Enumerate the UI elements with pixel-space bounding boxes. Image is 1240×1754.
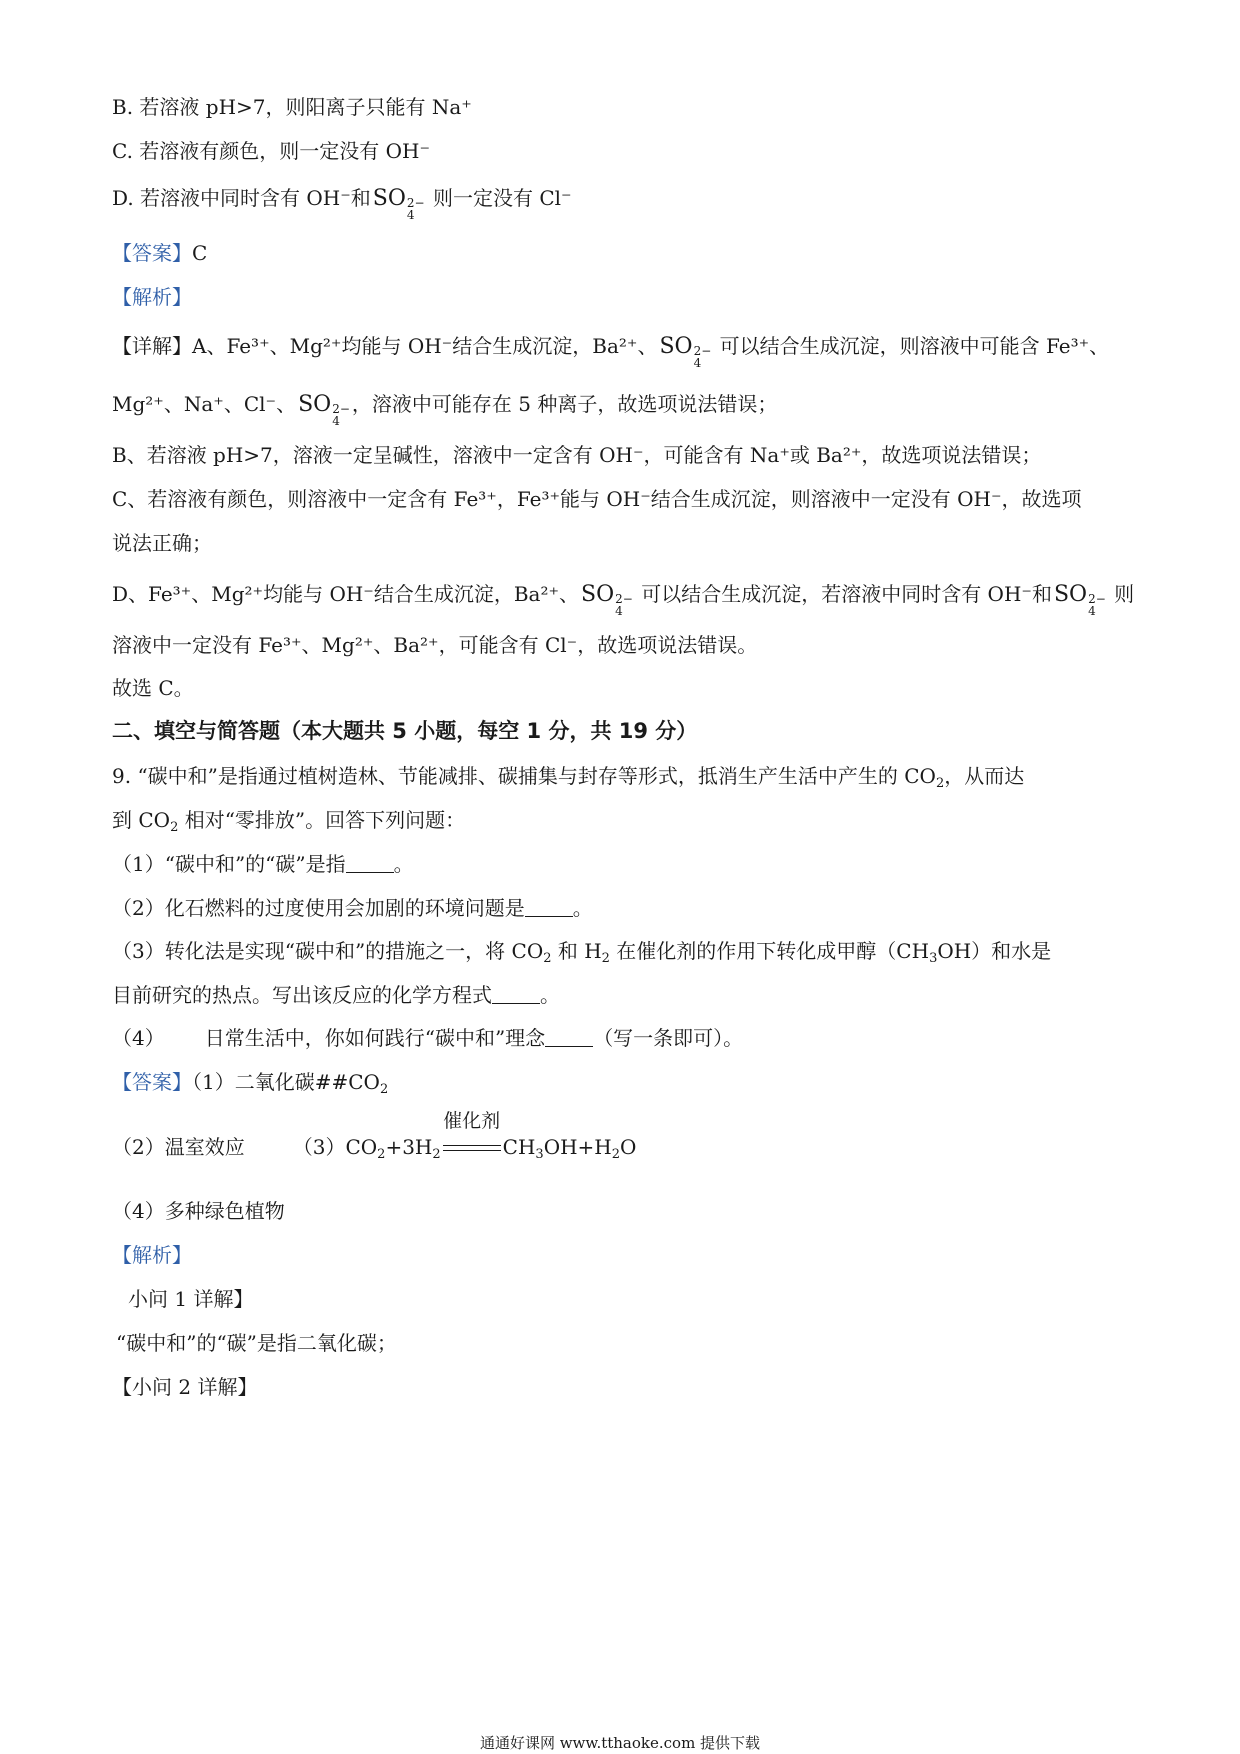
reaction-arrow: 催化剂	[441, 1133, 503, 1161]
detail-line-7: 溶液中一定没有 Fe³⁺、Mg²⁺、Ba²⁺，可能含有 Cl⁻，故选项说法错误。	[112, 633, 758, 657]
option-c: C. 若溶液有颜色，则一定没有 OH⁻	[112, 139, 431, 163]
section-heading: 二、填空与简答题（本大题共 5 小题，每空 1 分，共 19 分）	[112, 719, 698, 743]
answer-blank[interactable]	[346, 854, 394, 873]
detail-line-8: 故选 C。	[112, 676, 194, 700]
q9-intro-line-1: 9. “碳中和”是指通过植树造林、节能减排、碳捕集与封存等形式，抵消生产生活中产生的 $CO_2$，从而达	[112, 764, 1025, 791]
answer-blank[interactable]	[492, 985, 540, 1004]
sub-question-1-text: “碳中和”的“碳”是指二氧化碳；	[116, 1331, 397, 1355]
detail-line-4: C、若溶液有颜色，则溶液中一定含有 Fe³⁺，Fe³⁺能与 OH⁻结合生成沉淀，则溶液中一定没有 OH⁻，故选项	[112, 487, 1082, 511]
analysis-label-2: 【解析】	[112, 1243, 192, 1267]
sulfate-ion: SO 2− 4	[298, 392, 350, 428]
sulfate-ion: SO 2− 4	[659, 334, 712, 370]
option-b: B. 若溶液 pH>7，则阳离子只能有 Na⁺	[112, 95, 472, 119]
sulfate-ion: SO 2− 4	[581, 582, 633, 618]
detail-line-5: 说法正确；	[112, 531, 212, 555]
answer-2: 【答案】（1）二氧化碳$\#\#CO_2$	[112, 1070, 389, 1097]
analysis-label: 【解析】	[112, 285, 192, 309]
answer-2-part-4: （4）多种绿色植物	[112, 1199, 285, 1223]
answer-label: 【答案】	[112, 241, 192, 265]
option-d: D. 若溶液中同时含有 OH⁻和SO 2− 4 则一定没有 Cl⁻	[112, 186, 572, 222]
q9-part-3: （3）转化法是实现“碳中和”的措施之一，将 $CO_2$ 和 $H_2$ 在催化剂的作用下转化成甲醇$(CH_3OH)$和水是	[112, 939, 1052, 966]
q9-part-1: （1）“碳中和”的“碳”是指 。	[112, 852, 414, 876]
answer-1	[112, 239, 207, 267]
sub-question-1-label: 小问 1 详解】	[128, 1287, 254, 1311]
sulfate-ion: SO 2− 4	[372, 186, 425, 222]
q9-part-3-line-2: 目前研究的热点。写出该反应的化学方程式 。	[112, 983, 560, 1007]
sub-question-2-label: 【小问 2 详解】	[112, 1375, 258, 1399]
sulfate-ion: SO 2− 4	[1053, 582, 1106, 618]
detail-line-2: Mg²⁺、Na⁺、Cl⁻、SO 2− 4 ，溶液中可能存在 5 种离子，故选项说法错误；	[112, 392, 778, 428]
q9-intro-line-2: 到 $CO_2$ 相对“零排放”。回答下列问题：	[112, 808, 466, 835]
detail-line-3: B、若溶液 pH>7，溶液一定呈碱性，溶液中一定含有 OH⁻，可能含有 Na⁺或 Ba²⁺，故选项说法错误；	[112, 443, 1042, 467]
answer-blank[interactable]	[525, 898, 573, 917]
detail-line-6: D、Fe³⁺、Mg²⁺均能与 OH⁻结合生成沉淀，Ba²⁺、SO 2− 4 可以结合生成沉淀，若溶液中同时含有 OH⁻和SO 2− 4 则	[112, 582, 1135, 618]
q9-part-4: （4） 日常生活中，你如何践行“碳中和”理念 （写一条即可）。	[112, 1026, 744, 1050]
q9-part-2: （2）化石燃料的过度使用会加剧的环境问题是 。	[112, 896, 593, 920]
detail-line-1: 【详解】A、Fe³⁺、Mg²⁺均能与 OH⁻结合生成沉淀，Ba²⁺、SO 2− 4 可以结合生成沉淀，则溶液中可能含 Fe³⁺、	[112, 334, 1110, 370]
answer-2-parts-2-3: （2）温室效应 $(3)CO_2+3H_2$ 催化剂 $CH_3OH+H_2O$	[112, 1110, 637, 1162]
page-footer: 通通好课网 www.tthaoke.com 提供下载	[479, 1734, 761, 1752]
answer-value: C	[192, 241, 208, 265]
answer-blank[interactable]	[545, 1028, 593, 1047]
